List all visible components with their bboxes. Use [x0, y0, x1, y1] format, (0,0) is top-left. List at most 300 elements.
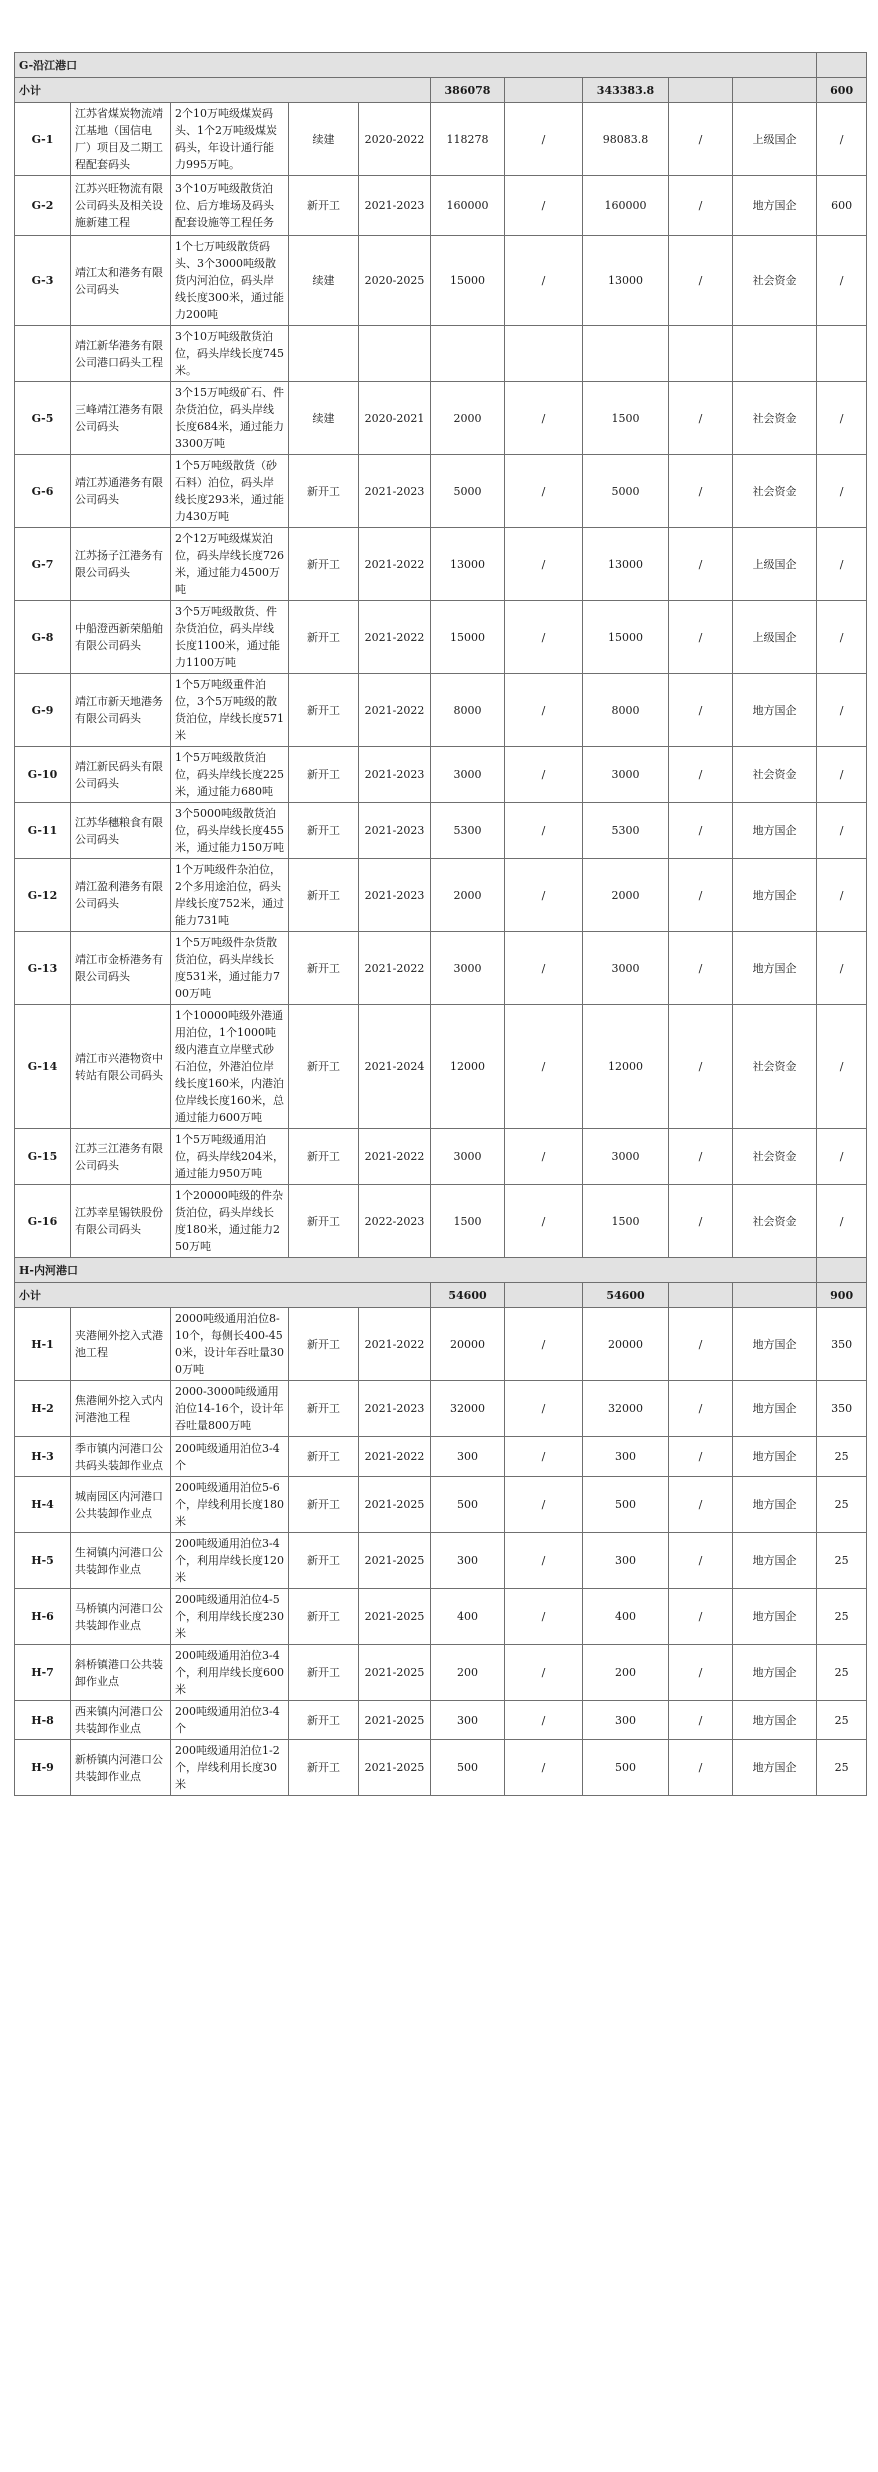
project-id: G-10 — [15, 747, 71, 803]
project-owner: 新桥镇内河港口公共装卸作业点 — [71, 1740, 171, 1796]
central-fund: 25 — [817, 1533, 867, 1589]
table-row — [15, 103, 867, 176]
subtotal-planned-investment: 54600 — [583, 1283, 669, 1308]
blank-col: / — [669, 932, 733, 1005]
project-owner: 马桥镇内河港口公共装卸作业点 — [71, 1589, 171, 1645]
fund-source: 上级国企 — [733, 601, 817, 674]
project-scope: 2000-3000吨级通用泊位14-16个，设计年吞吐量800万吨 — [171, 1381, 289, 1437]
blank-col: / — [669, 1645, 733, 1701]
subtotal-blank-col — [669, 78, 733, 103]
project-id: G-5 — [15, 382, 71, 455]
project-scope: 3个10万吨级散货泊位、后方堆场及码头配套设施等工程任务 — [171, 176, 289, 236]
blank-col: / — [669, 1477, 733, 1533]
total-investment: 8000 — [431, 674, 505, 747]
project-status: 新开工 — [289, 601, 359, 674]
central-fund: 350 — [817, 1381, 867, 1437]
planned-investment: 500 — [583, 1740, 669, 1796]
project-owner: 江苏兴旺物流有限公司码头及相关设施新建工程 — [71, 176, 171, 236]
fund-source: 地方国企 — [733, 1589, 817, 1645]
planned-investment: 400 — [583, 1589, 669, 1645]
subtotal-total-investment: 54600 — [431, 1283, 505, 1308]
project-period: 2021-2022 — [359, 528, 431, 601]
fund-source: 地方国企 — [733, 1740, 817, 1796]
central-fund: / — [817, 103, 867, 176]
central-fund — [817, 326, 867, 382]
project-status: 新开工 — [289, 747, 359, 803]
project-period: 2021-2022 — [359, 674, 431, 747]
fund-source: 社会资金 — [733, 455, 817, 528]
central-fund: / — [817, 1129, 867, 1185]
project-period — [359, 326, 431, 382]
unknown-col: / — [505, 455, 583, 528]
unknown-col: / — [505, 803, 583, 859]
fund-source: 上级国企 — [733, 103, 817, 176]
unknown-col: / — [505, 1308, 583, 1381]
planned-investment: 3000 — [583, 747, 669, 803]
total-investment: 400 — [431, 1589, 505, 1645]
project-scope: 3个10万吨级散货泊位，码头岸线长度745米。 — [171, 326, 289, 382]
fund-source: 地方国企 — [733, 1533, 817, 1589]
project-scope: 200吨级通用泊位3-4个，利用岸线长度120米 — [171, 1533, 289, 1589]
unknown-col: / — [505, 1740, 583, 1796]
planned-investment: 15000 — [583, 601, 669, 674]
planned-investment: 13000 — [583, 528, 669, 601]
project-scope: 200吨级通用泊位4-5个，利用岸线长度230米 — [171, 1589, 289, 1645]
total-investment: 2000 — [431, 382, 505, 455]
project-scope: 200吨级通用泊位3-4个，利用岸线长度600米 — [171, 1645, 289, 1701]
project-period: 2021-2023 — [359, 455, 431, 528]
table-row — [15, 1129, 867, 1185]
blank-col: / — [669, 1005, 733, 1129]
project-scope: 200吨级通用泊位5-6个，岸线利用长度180米 — [171, 1477, 289, 1533]
planned-investment: 1500 — [583, 382, 669, 455]
project-period: 2021-2025 — [359, 1533, 431, 1589]
project-status: 新开工 — [289, 803, 359, 859]
blank-col: / — [669, 455, 733, 528]
total-investment: 118278 — [431, 103, 505, 176]
project-period: 2021-2023 — [359, 1381, 431, 1437]
project-status: 续建 — [289, 236, 359, 326]
blank-col: / — [669, 1533, 733, 1589]
blank-col: / — [669, 747, 733, 803]
blank-col: / — [669, 236, 733, 326]
table-row — [15, 1533, 867, 1589]
unknown-col: / — [505, 747, 583, 803]
project-owner: 焦港闸外挖入式内河港池工程 — [71, 1381, 171, 1437]
project-owner: 西来镇内河港口公共装卸作业点 — [71, 1701, 171, 1740]
fund-source: 社会资金 — [733, 1185, 817, 1258]
blank-col: / — [669, 601, 733, 674]
central-fund: / — [817, 1005, 867, 1129]
subtotal-fund-source — [733, 78, 817, 103]
project-period: 2021-2024 — [359, 1005, 431, 1129]
section-header-blank — [817, 53, 867, 78]
table-row — [15, 1701, 867, 1740]
total-investment — [431, 326, 505, 382]
project-id: G-9 — [15, 674, 71, 747]
project-scope: 1个5万吨级重件泊位，3个5万吨级的散货泊位，岸线长度571米 — [171, 674, 289, 747]
subtotal-central-fund: 600 — [817, 78, 867, 103]
table-body — [15, 53, 867, 1796]
central-fund: / — [817, 528, 867, 601]
project-period: 2021-2022 — [359, 1129, 431, 1185]
project-period: 2021-2023 — [359, 176, 431, 236]
table-row — [15, 326, 867, 382]
unknown-col: / — [505, 528, 583, 601]
project-owner: 斜桥镇港口公共装卸作业点 — [71, 1645, 171, 1701]
project-owner: 靖江新华港务有限公司港口码头工程 — [71, 326, 171, 382]
planned-investment: 300 — [583, 1437, 669, 1477]
project-period: 2021-2023 — [359, 803, 431, 859]
section-header — [15, 53, 867, 78]
table-row — [15, 803, 867, 859]
project-scope: 1个万吨级件杂泊位，2个多用途泊位，码头岸线长度752米，通过能力731吨 — [171, 859, 289, 932]
subtotal-row — [15, 1283, 867, 1308]
central-fund: 25 — [817, 1701, 867, 1740]
planned-investment: 8000 — [583, 674, 669, 747]
project-status: 新开工 — [289, 1701, 359, 1740]
project-owner: 靖江新民码头有限公司码头 — [71, 747, 171, 803]
subtotal-total-investment: 386078 — [431, 78, 505, 103]
blank-col: / — [669, 1381, 733, 1437]
planned-investment — [583, 326, 669, 382]
subtotal-unknown-col — [505, 1283, 583, 1308]
project-owner: 江苏扬子江港务有限公司码头 — [71, 528, 171, 601]
blank-col: / — [669, 1437, 733, 1477]
table-row — [15, 455, 867, 528]
unknown-col — [505, 326, 583, 382]
unknown-col: / — [505, 932, 583, 1005]
project-scope: 2000吨级通用泊位8-10个，每侧长400-450米，设计年吞吐量300万吨 — [171, 1308, 289, 1381]
fund-source — [733, 326, 817, 382]
total-investment: 200 — [431, 1645, 505, 1701]
project-period: 2020-2025 — [359, 236, 431, 326]
project-owner: 靖江市金桥港务有限公司码头 — [71, 932, 171, 1005]
project-scope: 1个七万吨级散货码头、3个3000吨级散货内河泊位，码头岸线长度300米，通过能力200吨 — [171, 236, 289, 326]
project-id: H-3 — [15, 1437, 71, 1477]
total-investment: 15000 — [431, 601, 505, 674]
project-owner: 生祠镇内河港口公共装卸作业点 — [71, 1533, 171, 1589]
unknown-col: / — [505, 1645, 583, 1701]
total-investment: 13000 — [431, 528, 505, 601]
table-row — [15, 1589, 867, 1645]
table-row — [15, 1645, 867, 1701]
project-status: 新开工 — [289, 176, 359, 236]
table-row — [15, 1740, 867, 1796]
project-status: 新开工 — [289, 1185, 359, 1258]
total-investment: 300 — [431, 1533, 505, 1589]
project-scope: 2个10万吨级煤炭码头、1个2万吨级煤炭码头，年设计通行能力995万吨。 — [171, 103, 289, 176]
central-fund: 600 — [817, 176, 867, 236]
subtotal-blank-col — [669, 1283, 733, 1308]
fund-source: 地方国企 — [733, 803, 817, 859]
blank-col: / — [669, 1185, 733, 1258]
project-period: 2021-2023 — [359, 859, 431, 932]
project-period: 2020-2021 — [359, 382, 431, 455]
blank-col: / — [669, 176, 733, 236]
planned-investment: 300 — [583, 1701, 669, 1740]
fund-source: 地方国企 — [733, 1701, 817, 1740]
central-fund: 25 — [817, 1437, 867, 1477]
table-row — [15, 1005, 867, 1129]
project-period: 2021-2025 — [359, 1645, 431, 1701]
project-status: 新开工 — [289, 674, 359, 747]
unknown-col: / — [505, 1477, 583, 1533]
total-investment: 160000 — [431, 176, 505, 236]
project-scope: 200吨级通用泊位1-2个，岸线利用长度30米 — [171, 1740, 289, 1796]
project-period: 2021-2025 — [359, 1740, 431, 1796]
central-fund: / — [817, 601, 867, 674]
planned-investment: 12000 — [583, 1005, 669, 1129]
project-status: 新开工 — [289, 1589, 359, 1645]
subtotal-fund-source — [733, 1283, 817, 1308]
project-owner: 靖江市新天地港务有限公司码头 — [71, 674, 171, 747]
project-status: 新开工 — [289, 528, 359, 601]
fund-source: 地方国企 — [733, 176, 817, 236]
table-row — [15, 176, 867, 236]
fund-source: 地方国企 — [733, 932, 817, 1005]
project-owner: 季市镇内河港口公共码头装卸作业点 — [71, 1437, 171, 1477]
project-status: 新开工 — [289, 932, 359, 1005]
project-status: 新开工 — [289, 859, 359, 932]
project-owner: 夹港闸外挖入式港池工程 — [71, 1308, 171, 1381]
project-status: 续建 — [289, 103, 359, 176]
project-period: 2022-2023 — [359, 1185, 431, 1258]
table-row — [15, 382, 867, 455]
project-scope: 1个5万吨级散货泊位，码头岸线长度225米，通过能力680吨 — [171, 747, 289, 803]
central-fund: 25 — [817, 1645, 867, 1701]
fund-source: 地方国企 — [733, 1645, 817, 1701]
unknown-col: / — [505, 1129, 583, 1185]
table-row — [15, 601, 867, 674]
blank-col: / — [669, 1129, 733, 1185]
central-fund: / — [817, 674, 867, 747]
unknown-col: / — [505, 1589, 583, 1645]
central-fund: 25 — [817, 1589, 867, 1645]
total-investment: 15000 — [431, 236, 505, 326]
project-owner: 靖江太和港务有限公司码头 — [71, 236, 171, 326]
central-fund: / — [817, 236, 867, 326]
project-status: 新开工 — [289, 1005, 359, 1129]
project-owner: 靖江苏通港务有限公司码头 — [71, 455, 171, 528]
unknown-col: / — [505, 382, 583, 455]
total-investment: 32000 — [431, 1381, 505, 1437]
project-id: G-13 — [15, 932, 71, 1005]
unknown-col: / — [505, 1185, 583, 1258]
project-owner: 江苏三江港务有限公司码头 — [71, 1129, 171, 1185]
total-investment: 2000 — [431, 859, 505, 932]
project-owner: 城南园区内河港口公共装卸作业点 — [71, 1477, 171, 1533]
project-id: H-5 — [15, 1533, 71, 1589]
total-investment: 1500 — [431, 1185, 505, 1258]
project-period: 2021-2022 — [359, 601, 431, 674]
table-row — [15, 528, 867, 601]
unknown-col: / — [505, 176, 583, 236]
project-id: G-12 — [15, 859, 71, 932]
project-id: H-8 — [15, 1701, 71, 1740]
project-id: G-3 — [15, 236, 71, 326]
subtotal-central-fund: 900 — [817, 1283, 867, 1308]
project-scope: 1个10000吨级外港通用泊位，1个1000吨级内港直立岸壁式砂石泊位，外港泊位岸线长度160米，内港泊位岸线长度160米，总通过能力600万吨 — [171, 1005, 289, 1129]
table-row — [15, 1185, 867, 1258]
subtotal-unknown-col — [505, 78, 583, 103]
subtotal-row — [15, 78, 867, 103]
project-scope: 1个5万吨级通用泊位，码头岸线204米，通过能力950万吨 — [171, 1129, 289, 1185]
planned-investment: 500 — [583, 1477, 669, 1533]
fund-source: 地方国企 — [733, 674, 817, 747]
central-fund: 350 — [817, 1308, 867, 1381]
total-investment: 12000 — [431, 1005, 505, 1129]
project-status: 新开工 — [289, 1129, 359, 1185]
fund-source: 地方国企 — [733, 1308, 817, 1381]
unknown-col: / — [505, 1005, 583, 1129]
section-header — [15, 1258, 867, 1283]
project-scope: 3个15万吨级矿石、件杂货泊位，码头岸线长度684米，通过能力3300万吨 — [171, 382, 289, 455]
project-period: 2021-2022 — [359, 932, 431, 1005]
project-period: 2021-2025 — [359, 1477, 431, 1533]
project-id: H-4 — [15, 1477, 71, 1533]
project-id: H-6 — [15, 1589, 71, 1645]
fund-source: 社会资金 — [733, 747, 817, 803]
project-period: 2021-2025 — [359, 1589, 431, 1645]
project-id: H-9 — [15, 1740, 71, 1796]
unknown-col: / — [505, 1381, 583, 1437]
total-investment: 3000 — [431, 1129, 505, 1185]
project-id — [15, 326, 71, 382]
project-scope: 3个5000吨级散货泊位，码头岸线长度455米，通过能力150万吨 — [171, 803, 289, 859]
blank-col: / — [669, 859, 733, 932]
planned-investment: 5300 — [583, 803, 669, 859]
project-id: G-15 — [15, 1129, 71, 1185]
section-title: H-内河港口 — [15, 1258, 817, 1283]
central-fund: / — [817, 859, 867, 932]
project-scope: 1个20000吨级的件杂货泊位，码头岸线长度180米，通过能力250万吨 — [171, 1185, 289, 1258]
project-scope: 2个12万吨级煤炭泊位，码头岸线长度726米，通过能力4500万吨 — [171, 528, 289, 601]
planned-investment: 2000 — [583, 859, 669, 932]
section-title: G-沿江港口 — [15, 53, 817, 78]
unknown-col: / — [505, 1701, 583, 1740]
project-status: 新开工 — [289, 1645, 359, 1701]
section-header-blank — [817, 1258, 867, 1283]
project-status — [289, 326, 359, 382]
project-status: 新开工 — [289, 1533, 359, 1589]
planned-investment: 300 — [583, 1533, 669, 1589]
fund-source: 地方国企 — [733, 1477, 817, 1533]
project-id: H-1 — [15, 1308, 71, 1381]
planned-investment: 5000 — [583, 455, 669, 528]
unknown-col: / — [505, 674, 583, 747]
table-row — [15, 1437, 867, 1477]
fund-source: 社会资金 — [733, 1129, 817, 1185]
central-fund: / — [817, 382, 867, 455]
total-investment: 300 — [431, 1701, 505, 1740]
project-owner: 三峰靖江港务有限公司码头 — [71, 382, 171, 455]
table-row — [15, 674, 867, 747]
total-investment: 5300 — [431, 803, 505, 859]
planned-investment: 13000 — [583, 236, 669, 326]
central-fund: / — [817, 932, 867, 1005]
project-id: G-16 — [15, 1185, 71, 1258]
unknown-col: / — [505, 601, 583, 674]
central-fund: / — [817, 803, 867, 859]
planned-investment: 3000 — [583, 932, 669, 1005]
total-investment: 500 — [431, 1477, 505, 1533]
project-id: G-8 — [15, 601, 71, 674]
table-row — [15, 1477, 867, 1533]
unknown-col: / — [505, 1437, 583, 1477]
fund-source: 社会资金 — [733, 1005, 817, 1129]
central-fund: / — [817, 1185, 867, 1258]
project-status: 续建 — [289, 382, 359, 455]
project-scope: 200吨级通用泊位3-4个 — [171, 1701, 289, 1740]
project-status: 新开工 — [289, 455, 359, 528]
planned-investment: 200 — [583, 1645, 669, 1701]
project-owner: 中船澄西新荣船舶有限公司码头 — [71, 601, 171, 674]
project-status: 新开工 — [289, 1308, 359, 1381]
total-investment: 300 — [431, 1437, 505, 1477]
project-scope: 3个5万吨级散货、件杂货泊位，码头岸线长度1100米，通过能力1100万吨 — [171, 601, 289, 674]
blank-col: / — [669, 1308, 733, 1381]
project-scope: 200吨级通用泊位3-4个 — [171, 1437, 289, 1477]
fund-source: 社会资金 — [733, 382, 817, 455]
subtotal-label: 小计 — [15, 1283, 431, 1308]
fund-source: 地方国企 — [733, 1381, 817, 1437]
table-row — [15, 747, 867, 803]
project-id: H-2 — [15, 1381, 71, 1437]
subtotal-planned-investment: 343383.8 — [583, 78, 669, 103]
fund-source: 社会资金 — [733, 236, 817, 326]
project-owner: 靖江市兴港物资中转站有限公司码头 — [71, 1005, 171, 1129]
table-row — [15, 859, 867, 932]
planned-investment: 3000 — [583, 1129, 669, 1185]
project-status: 新开工 — [289, 1740, 359, 1796]
blank-col: / — [669, 382, 733, 455]
project-status: 新开工 — [289, 1381, 359, 1437]
planned-investment: 160000 — [583, 176, 669, 236]
total-investment: 20000 — [431, 1308, 505, 1381]
project-id: H-7 — [15, 1645, 71, 1701]
blank-col: / — [669, 674, 733, 747]
unknown-col: / — [505, 859, 583, 932]
total-investment: 3000 — [431, 747, 505, 803]
project-period: 2021-2022 — [359, 1437, 431, 1477]
project-scope: 1个5万吨级件杂货散货泊位，码头岸线长度531米，通过能力700万吨 — [171, 932, 289, 1005]
subtotal-label: 小计 — [15, 78, 431, 103]
project-id: G-6 — [15, 455, 71, 528]
total-investment: 5000 — [431, 455, 505, 528]
central-fund: 25 — [817, 1740, 867, 1796]
project-owner: 江苏幸星锡铁股份有限公司码头 — [71, 1185, 171, 1258]
project-owner: 靖江盈利港务有限公司码头 — [71, 859, 171, 932]
planned-investment: 1500 — [583, 1185, 669, 1258]
project-status: 新开工 — [289, 1477, 359, 1533]
planned-investment: 98083.8 — [583, 103, 669, 176]
unknown-col: / — [505, 103, 583, 176]
port-projects-table — [14, 52, 867, 1796]
project-id: G-2 — [15, 176, 71, 236]
table-row — [15, 1308, 867, 1381]
blank-col: / — [669, 1589, 733, 1645]
total-investment: 3000 — [431, 932, 505, 1005]
project-status: 新开工 — [289, 1437, 359, 1477]
project-id: G-11 — [15, 803, 71, 859]
project-scope: 1个5万吨级散货（砂石料）泊位，码头岸线长度293米，通过能力430万吨 — [171, 455, 289, 528]
table-row — [15, 236, 867, 326]
project-period: 2021-2022 — [359, 1308, 431, 1381]
fund-source: 上级国企 — [733, 528, 817, 601]
fund-source: 地方国企 — [733, 1437, 817, 1477]
unknown-col: / — [505, 1533, 583, 1589]
